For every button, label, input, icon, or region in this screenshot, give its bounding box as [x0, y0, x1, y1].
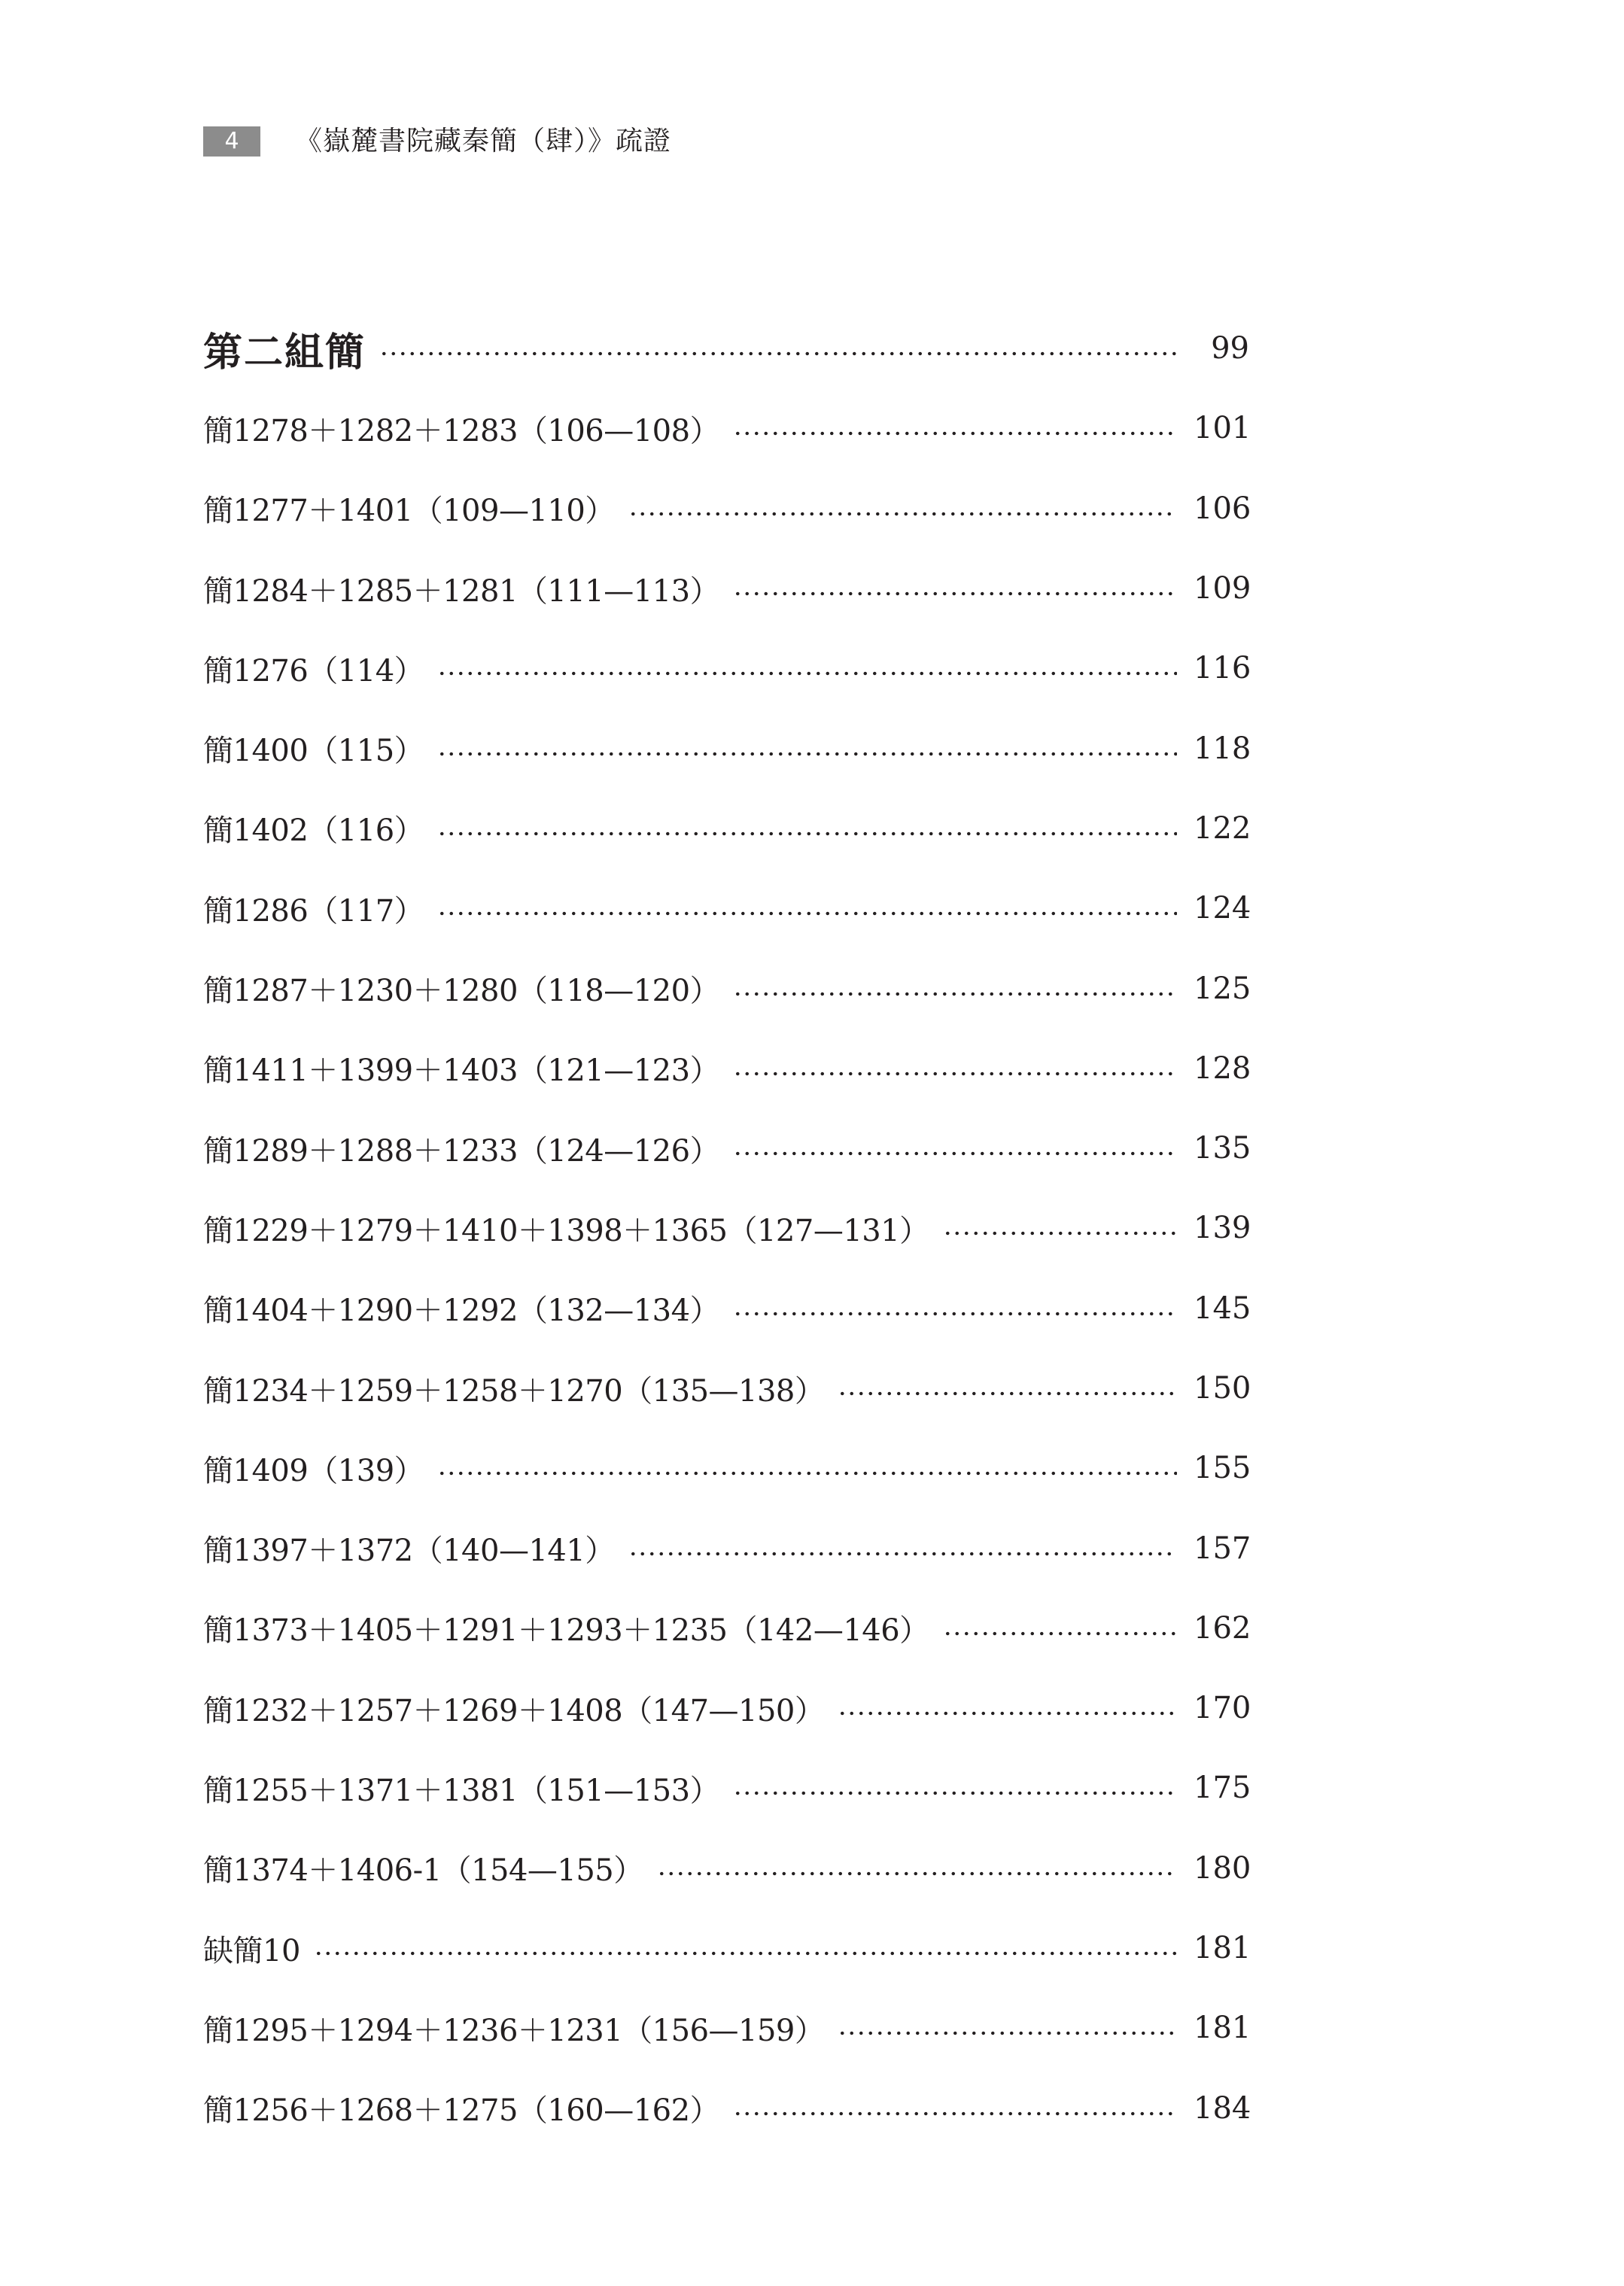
- toc-entry-page-number: 175: [1194, 1771, 1251, 1806]
- dot-leader: [943, 1631, 1177, 1637]
- toc-entry-title: 簡1374＋1406-1（154—155）: [203, 1853, 643, 1889]
- dot-leader: [838, 2030, 1177, 2036]
- dot-leader: [314, 1950, 1177, 1956]
- dot-leader: [943, 1230, 1177, 1236]
- dot-leader: [437, 751, 1177, 757]
- toc-entry[interactable]: [203, 789, 1249, 868]
- toc-entry[interactable]: [203, 628, 1249, 708]
- toc-entry-page-number: 109: [1194, 571, 1251, 606]
- toc-entry-page-number: 145: [1194, 1290, 1251, 1326]
- toc-entry[interactable]: [203, 1269, 1249, 1348]
- dot-leader: [628, 511, 1177, 517]
- toc-entry-page-number: 124: [1194, 891, 1251, 926]
- toc-entry[interactable]: [203, 1828, 1249, 1908]
- toc-entry-page-number: 118: [1194, 731, 1251, 766]
- toc-section-heading[interactable]: [203, 309, 1249, 388]
- toc-entry[interactable]: [203, 868, 1249, 948]
- toc-entry-page-number: 170: [1194, 1691, 1251, 1726]
- dot-leader: [437, 910, 1177, 917]
- dot-leader: [733, 1071, 1177, 1077]
- toc-entry-title: 簡1295＋1294＋1236＋1231（156—159）: [203, 2013, 825, 2048]
- dot-leader: [657, 1871, 1177, 1877]
- toc-entry-page-number: 181: [1194, 1931, 1251, 1966]
- toc-entry-title: 簡1277＋1401（109—110）: [203, 494, 615, 529]
- dot-leader: [437, 1470, 1177, 1476]
- section-title: 第二組簡: [203, 330, 366, 375]
- dot-leader: [733, 591, 1177, 597]
- dot-leader: [733, 1151, 1177, 1157]
- toc-entry-title: 簡1402（116）: [203, 813, 424, 849]
- toc-entry[interactable]: [203, 1748, 1249, 1828]
- toc-entry[interactable]: [203, 1428, 1249, 1508]
- toc-entry-page-number: 150: [1194, 1371, 1251, 1406]
- dot-leader: [733, 991, 1177, 997]
- toc-entry[interactable]: [203, 1029, 1249, 1108]
- book-title: 《嶽麓書院藏秦簡（肆）》疏證: [295, 126, 672, 157]
- page-number: 4: [203, 126, 260, 157]
- toc-entry[interactable]: [203, 1988, 1249, 2068]
- toc-entry-page-number: 157: [1194, 1531, 1251, 1566]
- toc-entry-title: 簡1232＋1257＋1269＋1408（147—150）: [203, 1693, 825, 1728]
- toc-entry[interactable]: [203, 1908, 1249, 1988]
- table-of-contents: [203, 309, 1249, 2148]
- toc-entry-title: 簡1256＋1268＋1275（160—162）: [203, 2093, 720, 2129]
- toc-entry-page-number: 135: [1194, 1131, 1251, 1166]
- toc-entry-title: 簡1234＋1259＋1258＋1270（135—138）: [203, 1373, 825, 1409]
- toc-entry-title: 簡1255＋1371＋1381（151—153）: [203, 1773, 720, 1808]
- toc-entry-page-number: 162: [1194, 1610, 1251, 1646]
- toc-entry-title: 簡1286（117）: [203, 893, 424, 929]
- dot-leader: [733, 1311, 1177, 1317]
- toc-entry[interactable]: [203, 1348, 1249, 1428]
- toc-entry-title: 簡1373＋1405＋1291＋1293＋1235（142—146）: [203, 1613, 929, 1649]
- dot-leader: [733, 2111, 1177, 2117]
- toc-entry-page-number: 181: [1194, 2011, 1251, 2046]
- toc-entry[interactable]: [203, 948, 1249, 1028]
- toc-entry[interactable]: [203, 549, 1249, 628]
- toc-entry[interactable]: [203, 708, 1249, 788]
- toc-entry-page-number: 101: [1194, 411, 1251, 446]
- toc-entry-page-number: 184: [1194, 2090, 1251, 2126]
- toc-entry-page-number: 125: [1194, 971, 1251, 1006]
- toc-entry-page-number: 122: [1194, 810, 1251, 846]
- toc-entry-page-number: 128: [1194, 1050, 1251, 1086]
- toc-entry[interactable]: [203, 1508, 1249, 1588]
- toc-entry[interactable]: [203, 469, 1249, 549]
- toc-entry-title: 簡1289＋1288＋1233（124—126）: [203, 1133, 720, 1169]
- toc-entry[interactable]: [203, 1108, 1249, 1188]
- dot-leader: [733, 430, 1177, 436]
- toc-entry-title: 簡1278＋1282＋1283（106—108）: [203, 413, 720, 448]
- toc-entry[interactable]: [203, 1588, 1249, 1668]
- toc-entry-title: 簡1276（114）: [203, 653, 424, 689]
- toc-entry-title: 簡1400（115）: [203, 734, 424, 769]
- toc-entry-page-number: 155: [1194, 1451, 1251, 1486]
- dot-leader: [838, 1710, 1177, 1716]
- toc-entry-page-number: 139: [1194, 1211, 1251, 1246]
- toc-entry[interactable]: [203, 2069, 1249, 2148]
- toc-entry-title: 簡1411＋1399＋1403（121—123）: [203, 1053, 720, 1089]
- toc-entry-page-number: 116: [1194, 651, 1251, 686]
- toc-entry-title: 缺簡10: [203, 1933, 300, 1968]
- dot-leader: [628, 1551, 1177, 1557]
- running-head: [203, 126, 671, 157]
- toc-entry[interactable]: [203, 388, 1249, 468]
- toc-entry-title: 簡1409（139）: [203, 1453, 424, 1488]
- toc-entry-title: 簡1404＋1290＋1292（132—134）: [203, 1293, 720, 1329]
- dot-leader: [437, 831, 1177, 837]
- toc-entry-page-number: 180: [1194, 1850, 1251, 1886]
- toc-entry-title: 簡1229＋1279＋1410＋1398＋1365（127—131）: [203, 1213, 929, 1248]
- dot-leader: [379, 351, 1177, 357]
- dot-leader: [733, 1790, 1177, 1796]
- dot-leader: [838, 1391, 1177, 1397]
- toc-entry-page-number: 106: [1194, 491, 1251, 526]
- toc-entry-title: 簡1397＋1372（140—141）: [203, 1534, 615, 1569]
- toc-entry-title: 簡1284＋1285＋1281（111—113）: [203, 573, 720, 609]
- toc-entry-title: 簡1287＋1230＋1280（118—120）: [203, 974, 720, 1009]
- toc-entry-list: [203, 388, 1249, 2148]
- toc-entry[interactable]: [203, 1668, 1249, 1748]
- section-page-number: 99: [1211, 331, 1249, 366]
- toc-entry[interactable]: [203, 1188, 1249, 1268]
- dot-leader: [437, 670, 1177, 676]
